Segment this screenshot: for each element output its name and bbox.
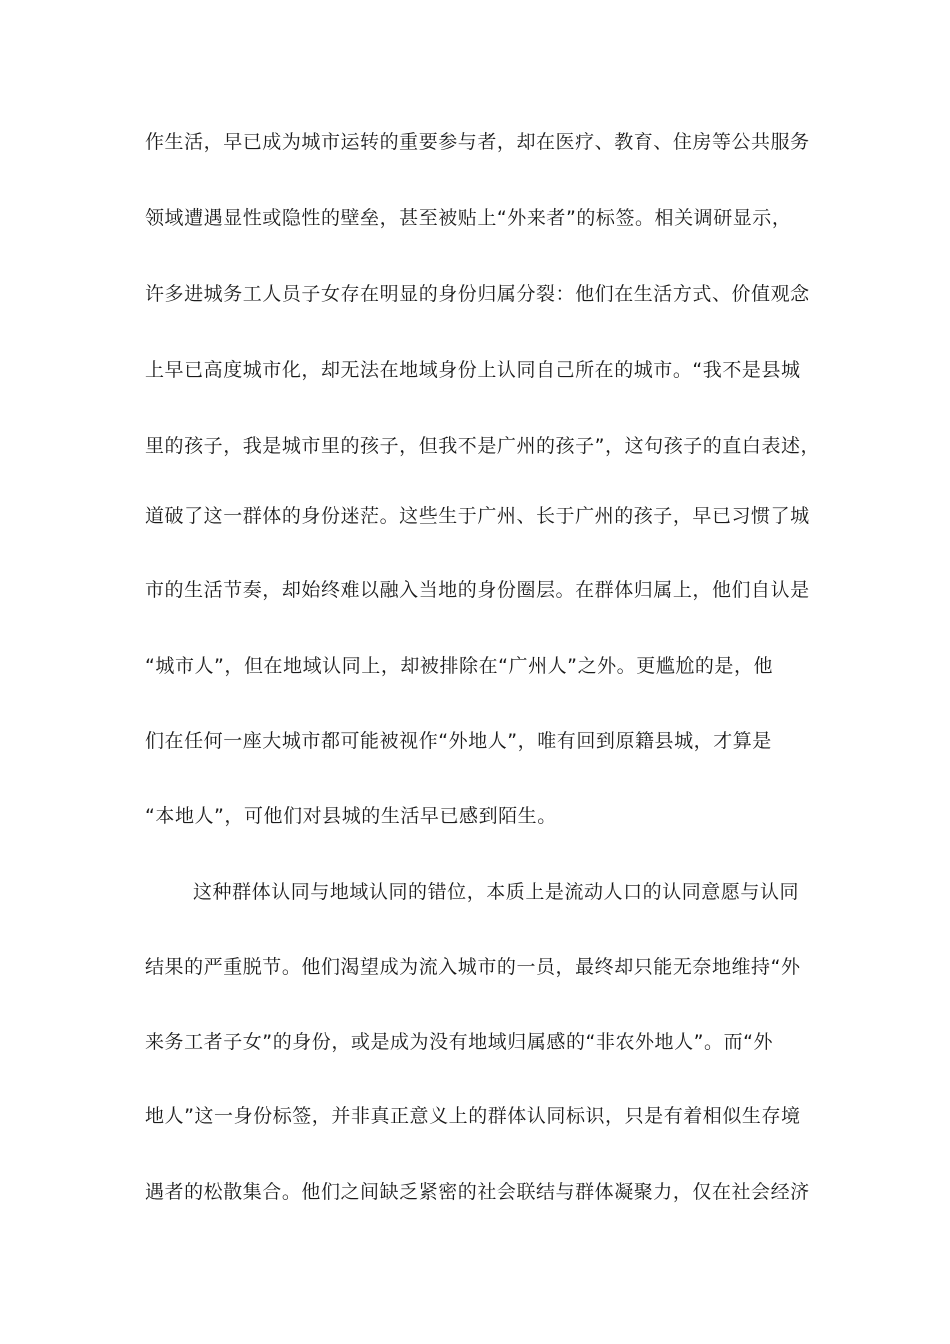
text-line: 作生活，早已成为城市运转的重要参与者，却在医疗、教育、住房等公共服务 bbox=[145, 131, 810, 153]
text-line: 里的孩子，我是城市里的孩子，但我不是广州的孩子”，这句孩子的直白表述， bbox=[145, 435, 821, 457]
text-line: 遇者的松散集合。他们之间缺乏紧密的社会联结与群体凝聚力，仅在社会经济 bbox=[145, 1181, 810, 1203]
text-line: 们在任何一座大城市都可能被视作“外地人”，唯有回到原籍县城，才算是 bbox=[145, 730, 772, 752]
text-line: “城市人”，但在地域认同上，却被排除在“广州人”之外。更尴尬的是，他 bbox=[145, 655, 774, 677]
text-line: 领域遭遇显性或隐性的壁垒，甚至被贴上“外来者”的标签。相关调研显示， bbox=[145, 207, 792, 229]
text-line: 地人”这一身份标签，并非真正意义上的群体认同标识，只是有着相似生存境 bbox=[145, 1105, 801, 1127]
text-line: “本地人”，可他们对县城的生活早已感到陌生。 bbox=[145, 805, 557, 827]
text-line: 许多进城务工人员子女存在明显的身份归属分裂：他们在生活方式、价值观念 bbox=[145, 283, 810, 305]
text-line: 道破了这一群体的身份迷茫。这些生于广州、长于广州的孩子，早已习惯了城 bbox=[145, 505, 810, 527]
text-line: 结果的严重脱节。他们渴望成为流入城市的一员，最终却只能无奈地维持“外 bbox=[145, 956, 801, 978]
text-line: 上早已高度城市化，却无法在地域身份上认同自己所在的城市。“我不是县城 bbox=[145, 359, 801, 381]
paragraph-first-line: 这种群体认同与地域认同的错位，本质上是流动人口的认同意愿与认同 bbox=[193, 881, 800, 903]
text-line: 来务工者子女”的身份，或是成为没有地域归属感的“非农外地人”。而“外 bbox=[145, 1031, 774, 1053]
text-line: 市的生活节奏，却始终难以融入当地的身份圈层。在群体归属上，他们自认是 bbox=[145, 579, 810, 601]
